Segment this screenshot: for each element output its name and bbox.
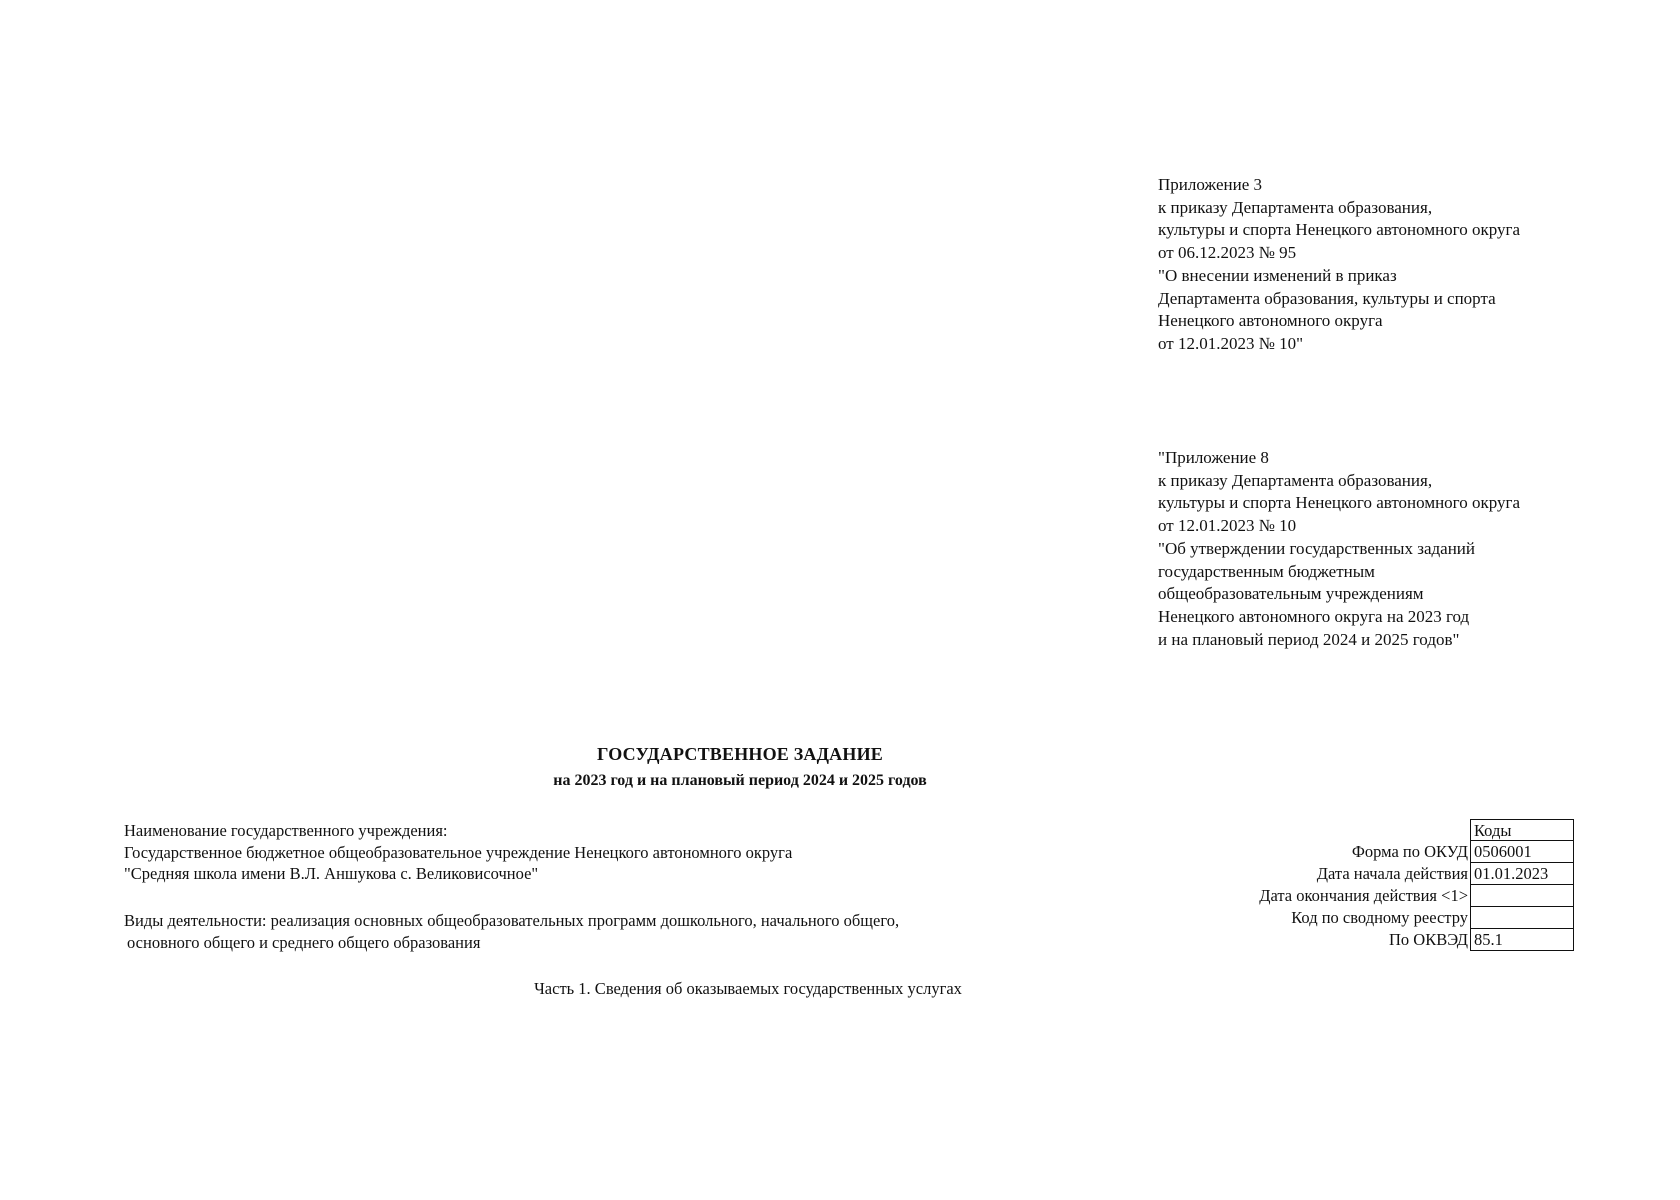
document-title: ГОСУДАРСТВЕННОЕ ЗАДАНИЕ [597,744,883,764]
codes-row-label: Форма по ОКУД [1351,842,1468,861]
institution-name-line: Государственное бюджетное общеобразовательное учреждение Ненецкого автономного округа [124,842,793,862]
codes-row-value: 0506001 [1470,841,1574,863]
appendix-3-line: от 12.01.2023 № 10" [1158,333,1304,353]
codes-row [1100,929,1574,951]
codes-row-label: Дата начала действия [1316,864,1468,883]
institution-section [124,820,792,885]
appendix-3-line: Департамента образования, культуры и спорта [1158,288,1496,308]
appendix-8-header [1158,447,1520,651]
appendix-8-line: "Об утверждении государственных заданий [1158,538,1475,558]
codes-row-value: 85.1 [1470,929,1574,951]
part-1-title: Часть 1. Сведения об оказываемых государственных услугах [534,979,962,998]
appendix-3-header [1158,174,1520,356]
activities-line: основного общего и среднего общего образования [127,932,481,952]
codes-row-value [1470,885,1574,907]
codes-header: Коды [1470,819,1574,841]
document-subtitle: на 2023 год и на плановый период 2024 и 2025 годов [553,772,927,789]
appendix-3-line: Приложение 3 [1158,175,1262,194]
codes-row-value: 01.01.2023 [1470,863,1574,885]
appendix-3-line: к приказу Департамента образования, [1158,197,1433,217]
codes-row-value [1470,907,1574,929]
appendix-8-line: от 12.01.2023 № 10 [1158,516,1297,536]
codes-row-label: По ОКВЭД [1389,930,1468,949]
appendix-8-line: общеобразовательным учреждениям [1158,584,1424,604]
codes-row [1100,863,1574,885]
appendix-8-line: государственным бюджетным [1158,561,1375,581]
appendix-3-line: от 06.12.2023 № 95 [1158,243,1297,263]
appendix-8-line: Ненецкого автономного округа на 2023 год [1158,606,1470,626]
appendix-8-line: и на плановый период 2024 и 2025 годов" [1158,629,1460,649]
codes-header-row [1100,819,1574,841]
codes-row-label: Код по сводному реестру [1291,908,1468,927]
appendix-3-line: "О внесении изменений в приказ [1158,265,1397,285]
appendix-3-line: Ненецкого автономного округа [1158,311,1383,331]
codes-row [1100,841,1574,863]
appendix-8-line: к приказу Департамента образования, [1158,470,1433,490]
codes-table [1100,819,1574,951]
institution-label: Наименование государственного учреждения: [124,821,448,840]
appendix-8-line: культуры и спорта Ненецкого автономного округа [1158,493,1521,513]
appendix-8-line: "Приложение 8 [1158,448,1269,467]
institution-name-line: "Средняя школа имени В.Л. Аншукова с. Великовисочное" [124,864,539,884]
codes-row [1100,885,1574,907]
appendix-3-line: культуры и спорта Ненецкого автономного округа [1158,220,1521,240]
codes-row-label: Дата окончания действия <1> [1259,886,1468,905]
codes-row [1100,907,1574,929]
activities-line: Виды деятельности: реализация основных общеобразовательных программ дошкольного, начального общего, [124,911,900,930]
activities-section [124,910,899,953]
